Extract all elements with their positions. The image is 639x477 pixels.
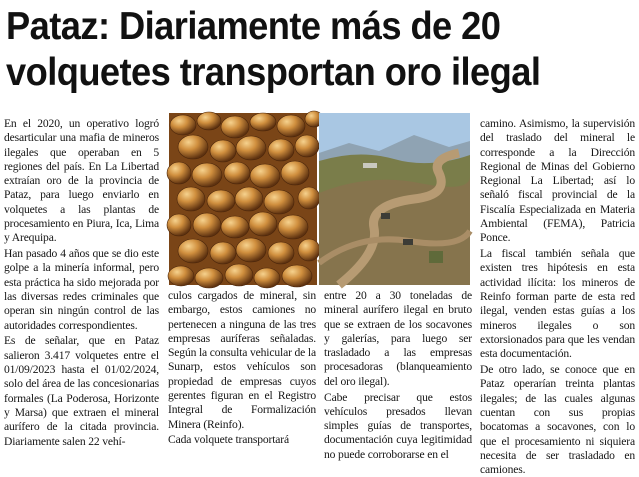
- col1-paragraph-1: En el 2020, un operativo logró desarticular una mafia de mineros ilegales que operaban en 5 regiones del país. En La Libertad extraían oro de la provincia de Pataz, para luego enviarlo en volquetes a las plantas de procesamiento en Piura, Ica, Lima y Arequipa.: [4, 117, 159, 245]
- article-column-4: [480, 117, 635, 477]
- gold-nuggets-illustration: [169, 113, 317, 285]
- article-column-1: [4, 117, 159, 469]
- col1-paragraph-2: Han pasado 4 años que se dio este golpe a la minería informal, pero esta práctica ha sido mejorada por las diversas redes criminales que operan sin ningún control de las autoridades correspondientes.: [4, 247, 159, 332]
- mining-road-photo: [319, 113, 470, 285]
- col1-paragraph-3: Es de señalar, que en Pataz salieron 3.417 volquetes entre el 01/09/2023 hasta el 01/02/2024, solo del área de las concesionarias formales (La Poderosa, Horizonte y Marsa) que extraen el mineral aurífero de la citada provincia. Diariamente salen 22 vehí-: [4, 334, 159, 448]
- headline-line-1: Pataz: Diariamente más de 20: [6, 5, 501, 48]
- col4-paragraph-3: De otro lado, se conoce que en Pataz operarían treinta plantas ilegales; de las cuales algunas cuentan con sus propias bocatomas a socavones, con lo que el procesamiento ni siquiera necesita de ser trasladado en camiones.: [480, 363, 635, 477]
- col3-paragraph-2: Cabe precisar que estos vehículos presados llevan simples guías de transportes, documentación cuya legitimidad no puede corroborarse en el: [324, 390, 472, 461]
- col2-paragraph-2: Cada volquete transportará: [168, 433, 290, 447]
- truck-icon: [381, 213, 390, 219]
- col4-paragraph-1: camino. Asimismo, la supervisión del traslado del mineral le corresponde a la Dirección Regional de Minas del Gobierno Regional La Libertad; así lo señaló fiscal provincial de la Fiscalía Especializada en Materia Ambiental (FEMA), Patricia Ponce.: [480, 117, 635, 245]
- gold-nuggets-photo: [169, 113, 317, 285]
- col3-paragraph-1: entre 20 a 30 toneladas de mineral aurífero ilegal en bruto que se extraen de los socavones y galerías, para luego ser trasladado a las empresas procesadoras (blanqueamiento del oro ilegal).: [324, 289, 472, 388]
- mountain-road-illustration: [319, 113, 470, 285]
- headline-line-2: volquetes transportan oro ilegal: [6, 51, 541, 94]
- article-column-2: [168, 289, 316, 469]
- truck-icon: [403, 239, 413, 245]
- headline: [6, 4, 589, 96]
- col4-paragraph-2: La fiscal también señala que existen tres hipótesis en esta actividad ilícita: los mineros de Reinfo forman parte de esta red ilegal, venden estas guías a los mineros ilegales o son extorsionados para que les vendan esta documentación.: [480, 247, 635, 361]
- col2-paragraph-1: culos cargados de mineral, sin embargo, estos camiones no pertenecen a ninguna de las tres empresas auríferas señaladas. Según la consulta vehicular de la Sunarp, estos vehículos son propiedad de empresas cuyos gerentes figuran en el Registro Integral de Formalización Minera (Reinfo).: [168, 289, 316, 431]
- article-column-3: [324, 289, 472, 469]
